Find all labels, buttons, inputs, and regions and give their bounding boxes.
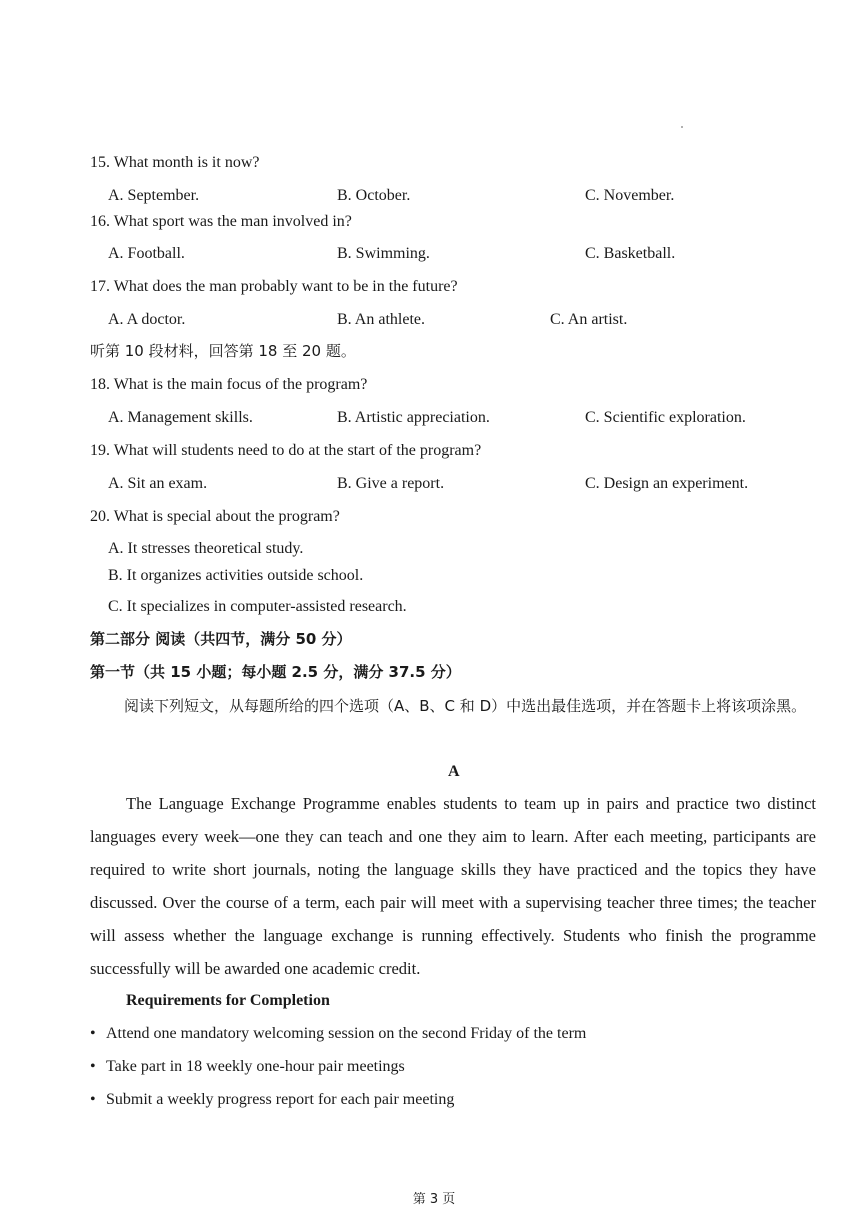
question-19-stem: 19. What will students need to do at the start of the program?: [90, 442, 482, 459]
question-17-stem: 17. What does the man probably want to be in the future?: [90, 278, 458, 295]
question-16-option-b: B. Swimming.: [337, 245, 430, 262]
question-18-stem: 18. What is the main focus of the program?: [90, 376, 368, 393]
question-16-option-c: C. Basketball.: [585, 245, 676, 262]
question-20-option-b: B. It organizes activities outside school.: [108, 567, 364, 584]
question-17-option-c: C. An artist.: [550, 311, 628, 328]
question-18-option-c: C. Scientific exploration.: [585, 409, 746, 426]
question-17-option-a: A. A doctor.: [108, 311, 186, 328]
passage-paragraph: [90, 787, 816, 985]
reading-instructions: 阅读下列短文，从每题所给的四个选项（A、B、C 和 D）中选出最佳选项，并在答题卡上将该项涂黑。: [124, 697, 807, 715]
reading-part-title: 第二部分 阅读（共四节，满分 50 分）: [90, 630, 352, 648]
question-19-option-c: C. Design an experiment.: [585, 475, 749, 492]
requirement-item: [90, 1026, 586, 1042]
requirements-heading: Requirements for Completion: [126, 992, 330, 1009]
listening-instruction-10: 听第 10 段材料，回答第 18 至 20 题。: [90, 342, 356, 360]
scan-speck: [681, 126, 683, 128]
passage-label: A: [448, 763, 460, 780]
requirement-item: [90, 1059, 405, 1075]
question-20-stem: 20. What is special about the program?: [90, 508, 340, 525]
question-15-option-a: A. September.: [108, 187, 200, 204]
reading-section-title: 第一节（共 15 小题；每小题 2.5 分，满分 37.5 分）: [90, 663, 461, 681]
question-19-option-b: B. Give a report.: [337, 475, 445, 492]
question-16-stem: 16. What sport was the man involved in?: [90, 213, 352, 230]
question-15-stem: 15. What month is it now?: [90, 154, 260, 171]
bullet-icon: •: [90, 1025, 96, 1042]
question-18-option-a: A. Management skills.: [108, 409, 253, 426]
question-19-option-a: A. Sit an exam.: [108, 475, 208, 492]
passage-text: The Language Exchange Programme enables students to team up in pairs and practice two distinct languages every week—one they can teach and one they aim to learn. After each meeting, participants are required to write short journals, noting the language skills they have practiced and the topics they have discussed. Over the course of a term, each pair will meet with a supervising teacher three times; the teacher will assess whether the language exchange is running effectively. Students who finish the programme successfully will be awarded one academic credit.: [90, 794, 816, 978]
requirement-text: Attend one mandatory welcoming session on the second Friday of the term: [106, 1025, 587, 1042]
question-20-option-c: C. It specializes in computer-assisted research.: [108, 598, 407, 615]
question-18-option-b: B. Artistic appreciation.: [337, 409, 490, 426]
question-15-option-c: C. November.: [585, 187, 675, 204]
requirement-text: Submit a weekly progress report for each pair meeting: [106, 1091, 455, 1108]
bullet-icon: •: [90, 1091, 96, 1108]
question-16-option-a: A. Football.: [108, 245, 185, 262]
requirement-text: Take part in 18 weekly one-hour pair meetings: [106, 1058, 405, 1075]
question-20-option-a: A. It stresses theoretical study.: [108, 540, 304, 557]
requirement-item: [90, 1092, 454, 1108]
bullet-icon: •: [90, 1058, 96, 1075]
page-number: 第 3 页: [412, 1192, 456, 1207]
question-15-option-b: B. October.: [337, 187, 411, 204]
question-17-option-b: B. An athlete.: [337, 311, 425, 328]
